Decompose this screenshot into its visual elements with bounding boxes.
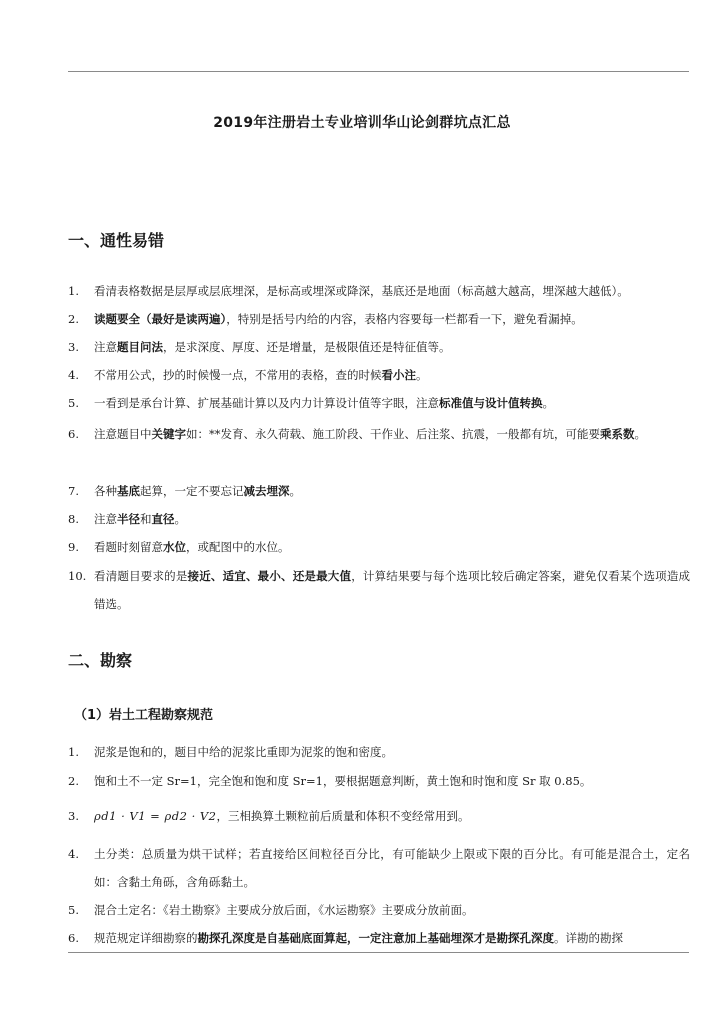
body-text: ，特别是括号内给的内容，表格内容要每一栏都看一下，避免看漏掉。 [226, 312, 583, 326]
body-text: 。详勘的勘探 [554, 931, 623, 945]
body-text: 饱和土不一定 Sr=1，完全饱和饱和度 Sr=1，要根据题意判断，黄土饱和时饱和度 Sr 取 0.85。 [94, 774, 592, 788]
emphasis-text: 直径 [151, 512, 175, 526]
emphasis-text: 看小注 [381, 368, 416, 382]
emphasis-text: 半径 [117, 512, 140, 526]
body-text: 看清表格数据是层厚或层底埋深，是标高或埋深或降深，基底还是地面（标高越大越高，埋深越大越低）。 [94, 284, 629, 298]
list-item: 9. 看题时刻留意水位，或配图中的水位。 [68, 540, 290, 554]
emphasis-text: 基底 [117, 484, 140, 498]
list-item: 2. 饱和土不一定 Sr=1，完全饱和饱和度 Sr=1，要根据题意判断，黄土饱和时饱和度 Sr 取 0.85。 [68, 774, 592, 788]
body-text: 土分类：总质量为烘干试样；若直接给区间粒径百分比，有可能缺少上限或下限的百分比。有可能是混合土，定名如：含黏土角砾，含角砾黏土。 [94, 847, 690, 889]
list-item: 4. 不常用公式，抄的时候慢一点，不常用的表格，查的时候看小注。 [68, 368, 428, 382]
list-item: 4. 土分类：总质量为烘干试样；若直接给区间粒径百分比，有可能缺少上限或下限的百分比。有可能是混合土，定名如：含黏土角砾，含角砾黏土。 [68, 847, 690, 889]
page-title: 2019年注册岩土专业培训华山论剑群坑点汇总 [213, 115, 511, 131]
emphasis-text: 关键字 [151, 427, 186, 441]
body-text: 看题时刻留意 [94, 540, 163, 554]
body-text: 各种 [94, 484, 117, 498]
emphasis-text: 接近、适宜、最小、还是最大值 [187, 569, 352, 583]
list-item: 7. 各种基底起算，一定不要忘记减去埋深。 [68, 484, 301, 498]
body-text: 泥浆是饱和的，题目中给的泥浆比重即为泥浆的饱和密度。 [94, 745, 393, 759]
body-text: 起算，一定不要忘记 [140, 484, 244, 498]
body-text: 注意 [94, 512, 117, 526]
list-item: 3. 注意题目问法，是求深度、厚度、还是增量，是极限值还是特征值等。 [68, 340, 451, 354]
emphasis-text: 乘系数 [600, 427, 635, 441]
emphasis-text: 题目问法 [117, 340, 163, 354]
list-item: 10. 看清题目要求的是接近、适宜、最小、还是最大值，计算结果要与每个选项比较后确定答案，避免仅看某个选项造成错选。 [68, 569, 691, 611]
body-text: 。 [634, 427, 646, 441]
emphasis-text: 读题要全（最好是读两遍） [94, 312, 227, 326]
body-text: 。 [289, 484, 301, 498]
section-heading-survey: 二、勘察 [68, 651, 133, 670]
body-text: 和 [140, 512, 152, 526]
body-text: 。 [416, 368, 428, 382]
body-text: 看清题目要求的是 [94, 569, 188, 583]
emphasis-text: 标准值与设计值转换 [439, 396, 543, 410]
list-item: 6. 规范规定详细勘察的勘探孔深度是自基础底面算起，一定注意加上基础埋深才是勘探孔深度。详勘的勘探 [68, 931, 623, 945]
body-text: 不常用公式，抄的时候慢一点，不常用的表格，查的时候 [94, 368, 382, 382]
top-rule [68, 71, 689, 72]
body-text: 注意 [94, 340, 117, 354]
body-text: 规范规定详细勘察的 [94, 931, 198, 945]
list-item: 5. 混合土定名：《岩土勘察》主要成分放后面，《水运勘察》主要成分放前面。 [68, 903, 474, 917]
emphasis-text: 水位 [163, 540, 186, 554]
list-item: 2. 读题要全（最好是读两遍），特别是括号内给的内容，表格内容要每一栏都看一下，避免看漏掉。 [68, 312, 583, 326]
list-item: 1. 看清表格数据是层厚或层底埋深，是标高或埋深或降深，基底还是地面（标高越大越高，埋深越大越低）。 [68, 284, 629, 298]
body-text: ，是求深度、厚度、还是增量，是极限值还是特征值等。 [163, 340, 451, 354]
body-text: ，计算结果要与每个选项比较后确定答案，避免仅看某个选项造成错选。 [94, 569, 691, 611]
list-item: 8. 注意半径和直径。 [68, 512, 186, 526]
list-item: 3. ρd1 · V1 = ρd2 · V2，三相换算土颗粒前后质量和体积不变经常用到。 [68, 809, 470, 823]
list-item: 1. 泥浆是饱和的，题目中给的泥浆比重即为泥浆的饱和密度。 [68, 745, 393, 759]
body-text: 注意题目中 [94, 427, 152, 441]
emphasis-text: 减去埋深 [243, 484, 290, 498]
body-text: 混合土定名：《岩土勘察》主要成分放后面，《水运勘察》主要成分放前面。 [94, 903, 474, 917]
list-item: 6. 注意题目中关键字如：**发育、永久荷载、施工阶段、干作业、后注浆、抗震，一般都有坑，可能要乘系数。 [68, 427, 646, 441]
list-item: 5. 一看到是承台计算、扩展基础计算以及内力计算设计值等字眼，注意标准值与设计值转换。 [68, 396, 554, 410]
subsection-heading: （1）岩土工程勘察规范 [74, 708, 214, 723]
body-text: 一看到是承台计算、扩展基础计算以及内力计算设计值等字眼，注意 [94, 396, 439, 410]
body-text: ，三相换算土颗粒前后质量和体积不变经常用到。 [216, 809, 470, 823]
section-heading-general: 一、通性易错 [68, 231, 165, 250]
body-text: 如：**发育、永久荷载、施工阶段、干作业、后注浆、抗震，一般都有坑，可能要 [186, 427, 600, 441]
emphasis-text: 勘探孔深度是自基础底面算起，一定注意加上基础埋深才是勘探孔深度 [197, 931, 554, 945]
formula: ρd1 · V1 = ρd2 · V2 [94, 809, 217, 823]
body-text: ，或配图中的水位。 [186, 540, 290, 554]
body-text: 。 [542, 396, 554, 410]
body-text: 。 [174, 512, 186, 526]
bottom-rule [68, 952, 689, 953]
